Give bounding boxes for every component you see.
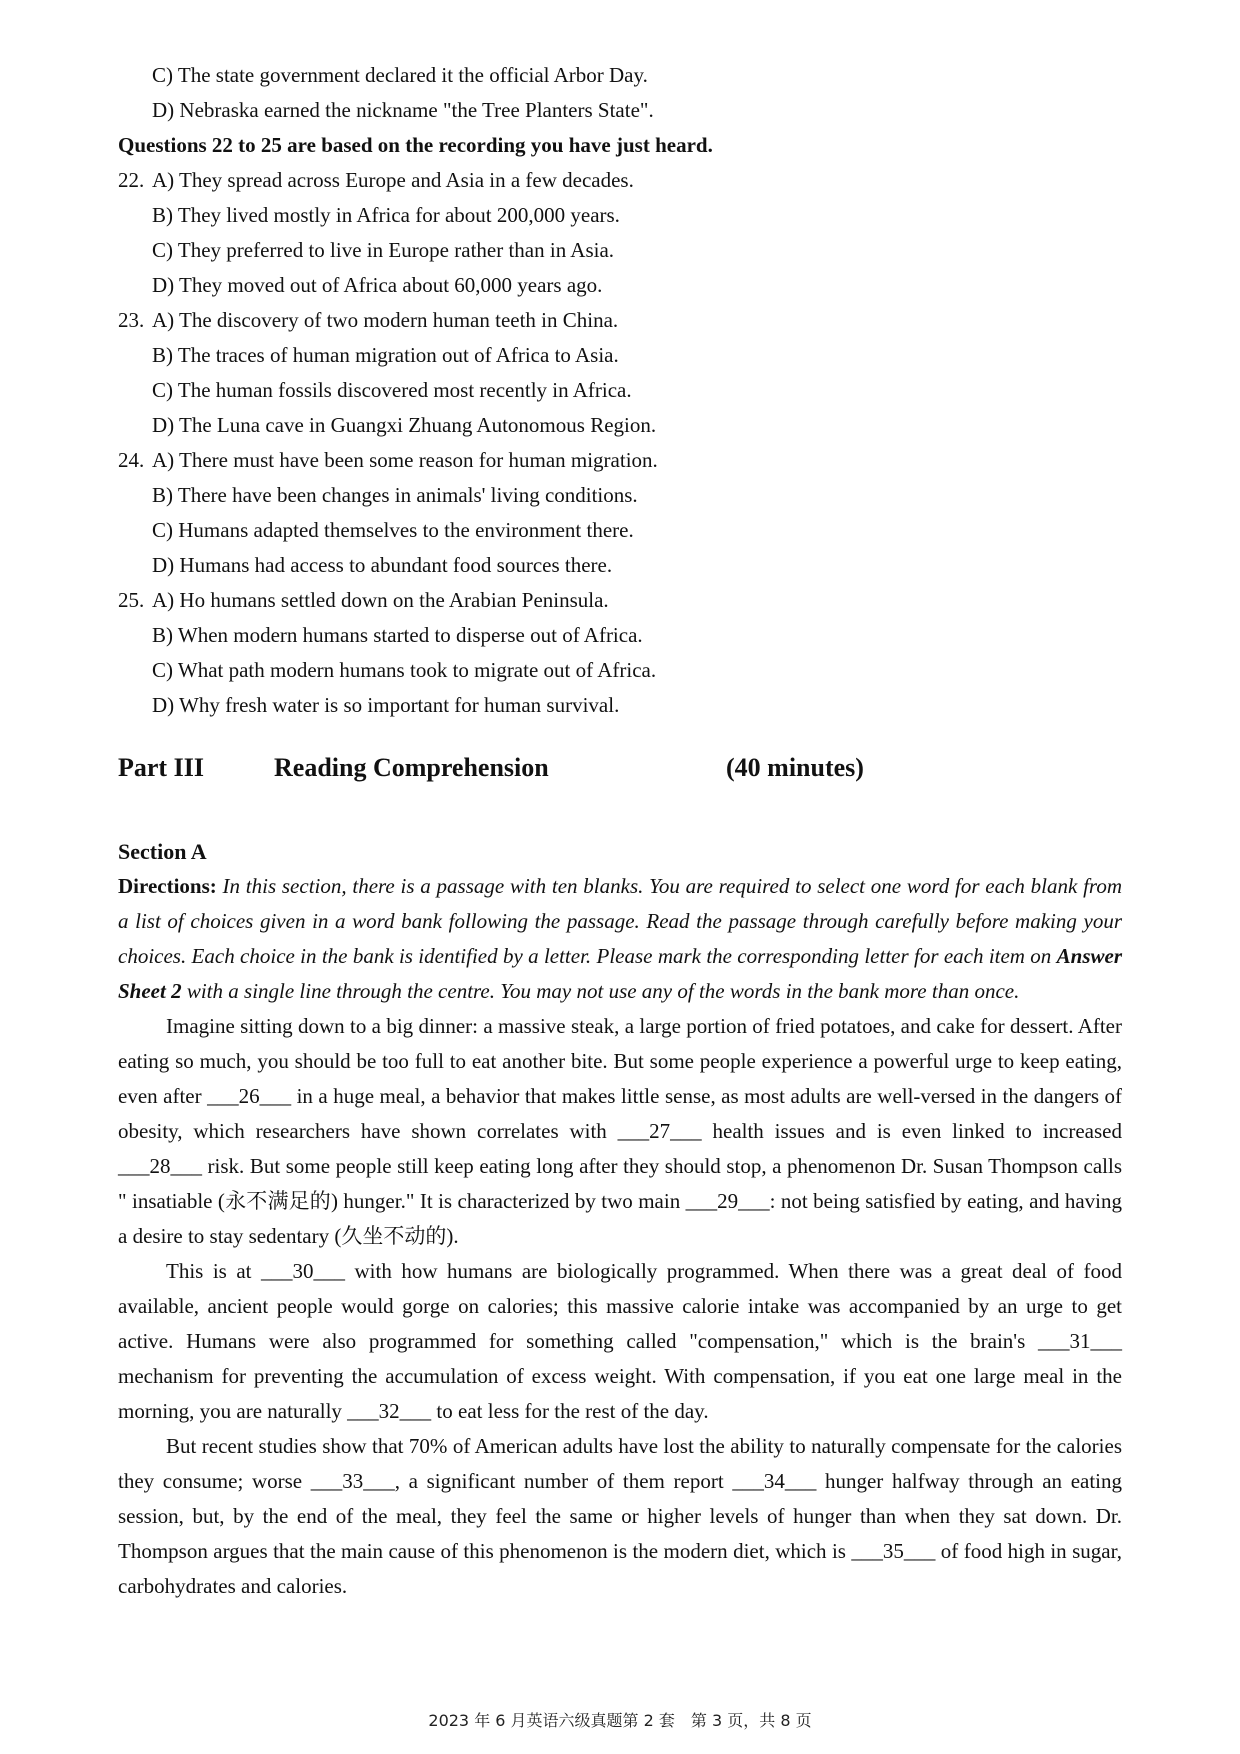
q21-option-c: C) The state government declared it the official Arbor Day. xyxy=(152,63,648,87)
q23-option-d: D) The Luna cave in Guangxi Zhuang Autonomous Region. xyxy=(152,413,657,437)
q23-option-b: B) The traces of human migration out of Africa to Asia. xyxy=(152,343,619,367)
q22-option-a xyxy=(118,163,1122,198)
q23-option-a-text: A) The discovery of two modern human teeth in China. xyxy=(152,308,619,332)
passage-paragraph-1: Imagine sitting down to a big dinner: a massive steak, a large portion of fried potatoes, and cake for dessert. After eating so much, you should be too full to eat another bite. But some people experience a powerful urge to keep eating, even after ___26___ in a huge meal, a behavior that makes little sense, as most adults are well-versed in the dangers of obesity, which researchers have shown correlates with ___27___ health issues and is even linked to increased ___28___ risk. But some people still keep eating long after they should stop, a phenomenon Dr. Susan Thompson calls " insatiable (永不满足的) hunger." It is characterized by two main ___29___: not being satisfied by eating, and having a desire to stay sedentary (久坐不动的). xyxy=(118,1014,1122,1248)
listening-instruction: Questions 22 to 25 are based on the recording you have just heard. xyxy=(118,133,713,157)
q25-option-d: D) Why fresh water is so important for human survival. xyxy=(152,693,620,717)
q25-option-b: B) When modern humans started to disperse out of Africa. xyxy=(152,623,643,647)
q23-option-a xyxy=(118,303,1122,338)
q21-option-d: D) Nebraska earned the nickname "the Tree Planters State". xyxy=(152,98,654,122)
passage-paragraph-3: But recent studies show that 70% of American adults have lost the ability to naturally compensate for the calories they consume; worse ___33___, a significant number of them report ___34___ hunger halfway through an eating session, but, by the end of the meal, they feel the same or higher levels of hunger than when they sat down. Dr. Thompson argues that the main cause of this phenomenon is the modern diet, which is ___35___ of food high in sugar, carbohydrates and calories. xyxy=(118,1434,1122,1598)
part-label: Part III xyxy=(118,753,204,782)
q25-option-a-text: A) Ho humans settled down on the Arabian Peninsula. xyxy=(152,588,609,612)
part-time-limit: (40 minutes) xyxy=(726,753,864,782)
q22-option-d: D) They moved out of Africa about 60,000 years ago. xyxy=(152,273,603,297)
q24-option-a-text: A) There must have been some reason for human migration. xyxy=(152,448,658,472)
q25-option-a xyxy=(118,583,1122,618)
page-footer: 2023 年 6 月英语六级真题第 2 套 第 3 页，共 8 页 xyxy=(428,1711,812,1730)
q24-option-a xyxy=(118,443,1122,478)
q24-option-b: B) There have been changes in animals' living conditions. xyxy=(152,483,638,507)
q23-option-c: C) The human fossils discovered most recently in Africa. xyxy=(152,378,632,402)
q25-option-c: C) What path modern humans took to migrate out of Africa. xyxy=(152,658,657,682)
part-title: Reading Comprehension xyxy=(274,753,549,782)
passage-paragraph-2: This is at ___30___ with how humans are biologically programmed. When there was a great deal of food available, ancient people would gorge on calories; this massive calorie intake was accompanied by an urge to get active. Humans were also programmed for something called "compensation," which is the brain's ___31___ mechanism for preventing the accumulation of excess weight. With compensation, if you eat one large meal in the morning, you are naturally ___32___ to eat less for the rest of the day. xyxy=(118,1259,1122,1423)
q23-number: 23. xyxy=(118,308,145,332)
directions xyxy=(118,869,1122,1009)
part-heading xyxy=(118,753,1122,797)
q25-number: 25. xyxy=(118,588,145,612)
directions-text-1: In this section, there is a passage with ten blanks. You are required to select one word for each blank from a list of choices given in a word bank following the passage. Read the passage through carefully before making your choices. Each choice in the bank is identified by a letter. Please mark the corresponding letter for each item on xyxy=(118,874,1122,968)
q22-option-a-text: A) They spread across Europe and Asia in a few decades. xyxy=(152,168,634,192)
q24-number: 24. xyxy=(118,448,145,472)
q22-option-c: C) They preferred to live in Europe rather than in Asia. xyxy=(152,238,615,262)
directions-text-2: with a single line through the centre. You may not use any of the words in the bank more than once. xyxy=(181,979,1020,1003)
q24-option-d: D) Humans had access to abundant food sources there. xyxy=(152,553,613,577)
section-heading: Section A xyxy=(118,839,207,864)
directions-label: Directions: xyxy=(118,874,217,898)
answer-sheet-label: Answer Sheet 2 xyxy=(118,944,1122,1003)
q22-option-b: B) They lived mostly in Africa for about 200,000 years. xyxy=(152,203,620,227)
q24-option-c: C) Humans adapted themselves to the environment there. xyxy=(152,518,634,542)
exam-page xyxy=(118,58,1122,1604)
q22-number: 22. xyxy=(118,168,145,192)
